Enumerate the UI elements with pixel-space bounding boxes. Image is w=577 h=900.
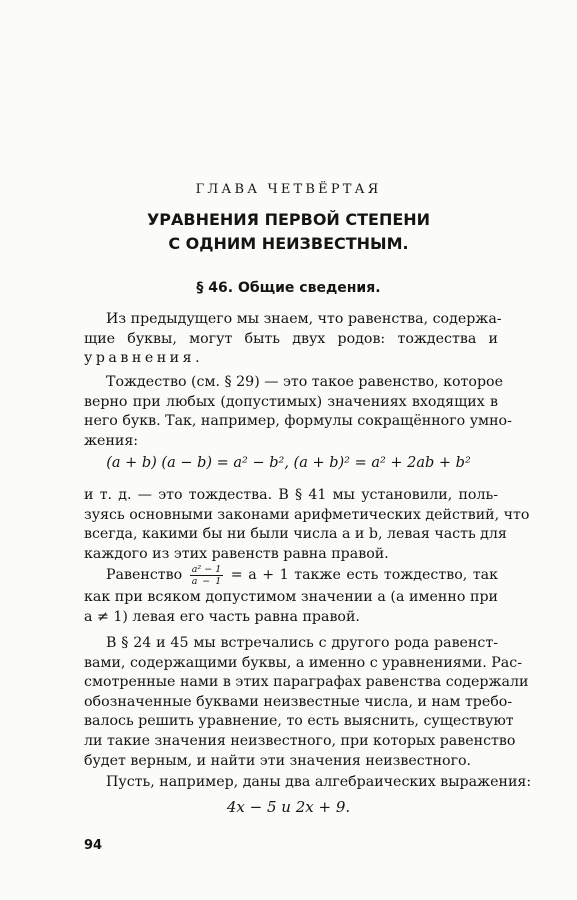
- paragraph-5: [84, 634, 529, 771]
- paragraph-line-with-fraction: [84, 562, 498, 588]
- paragraph-line: зуясь основными законами арифметических действий, что: [84, 506, 530, 523]
- fraction-denominator: a − 1: [191, 575, 222, 587]
- paragraph-line: верно при любых (допустимых) значениях входящих в: [84, 393, 498, 410]
- chapter-label: ГЛАВА ЧЕТВЁРТАЯ: [195, 182, 382, 197]
- formula-identities: (a + b) (a − b) = a² − b², (a + b)² = a² + 2ab + b²: [106, 455, 471, 471]
- paragraph-text: = a + 1 также есть тождество, так: [230, 567, 498, 583]
- page-number: 94: [84, 838, 103, 853]
- fraction: [190, 564, 224, 587]
- paragraph-line: всегда, какими бы ни были числа a и b, левая часть для: [84, 526, 507, 543]
- paragraph-2: [84, 373, 512, 451]
- paragraph-line: него букв. Так, например, формулы сокращённого умно-: [84, 413, 512, 430]
- paragraph-line: и т. д. — это тождества. В § 41 мы установили, поль-: [84, 487, 498, 503]
- paragraph-line: ли такие значения неизвестного, при которых равенство: [84, 732, 516, 749]
- paragraph-line: Из предыдущего мы знаем, что равенства, содержа-: [106, 311, 502, 327]
- paragraph-line: Тождество (см. § 29) — это такое равенство, которое: [106, 374, 503, 390]
- paragraph-4: [84, 562, 498, 627]
- paragraph-line: a ≠ 1) левая его часть равна правой.: [84, 608, 360, 625]
- fraction-numerator: a² − 1: [191, 563, 222, 575]
- section-heading: § 46. Общие сведения.: [196, 280, 381, 296]
- paragraph-6: [84, 773, 532, 793]
- paragraph-1: [84, 310, 502, 369]
- paragraph-line: обозначенные буквами неизвестные числа, и нам требо-: [84, 693, 513, 710]
- paragraph-3: [84, 486, 530, 564]
- paragraph-line: уравнения.: [84, 350, 204, 367]
- paragraph-line: вами, содержащими буквы, а именно с уравнениями. Рас-: [84, 654, 522, 671]
- paragraph-line: щие буквы, могут быть двух родов: тождества и: [84, 330, 498, 347]
- paragraph-line: каждого из этих равенств равна правой.: [84, 545, 389, 562]
- formula-expressions: 4x − 5 и 2x + 9.: [226, 798, 351, 816]
- chapter-title-line-2: С ОДНИМ НЕИЗВЕСТНЫМ.: [168, 234, 409, 253]
- chapter-title: [0, 208, 577, 256]
- paragraph-line: Пусть, например, даны два алгебраических выражения:: [106, 774, 532, 790]
- paragraph-line: валось решить уравнение, то есть выяснить, существуют: [84, 713, 514, 730]
- paragraph-line: В § 24 и 45 мы встречались с другого рода равенст-: [106, 635, 498, 651]
- paragraph-line: смотренные нами в этих параграфах равенства содержали: [84, 674, 529, 691]
- chapter-title-line-1: УРАВНЕНИЯ ПЕРВОЙ СТЕПЕНИ: [146, 210, 431, 229]
- paragraph-line: как при всяком допустимом значении a (a именно при: [84, 589, 498, 605]
- paragraph-line: жения:: [84, 432, 139, 449]
- paragraph-text: Равенство: [106, 567, 183, 583]
- paragraph-line: будет верным, и найти эти значения неизвестного.: [84, 752, 472, 769]
